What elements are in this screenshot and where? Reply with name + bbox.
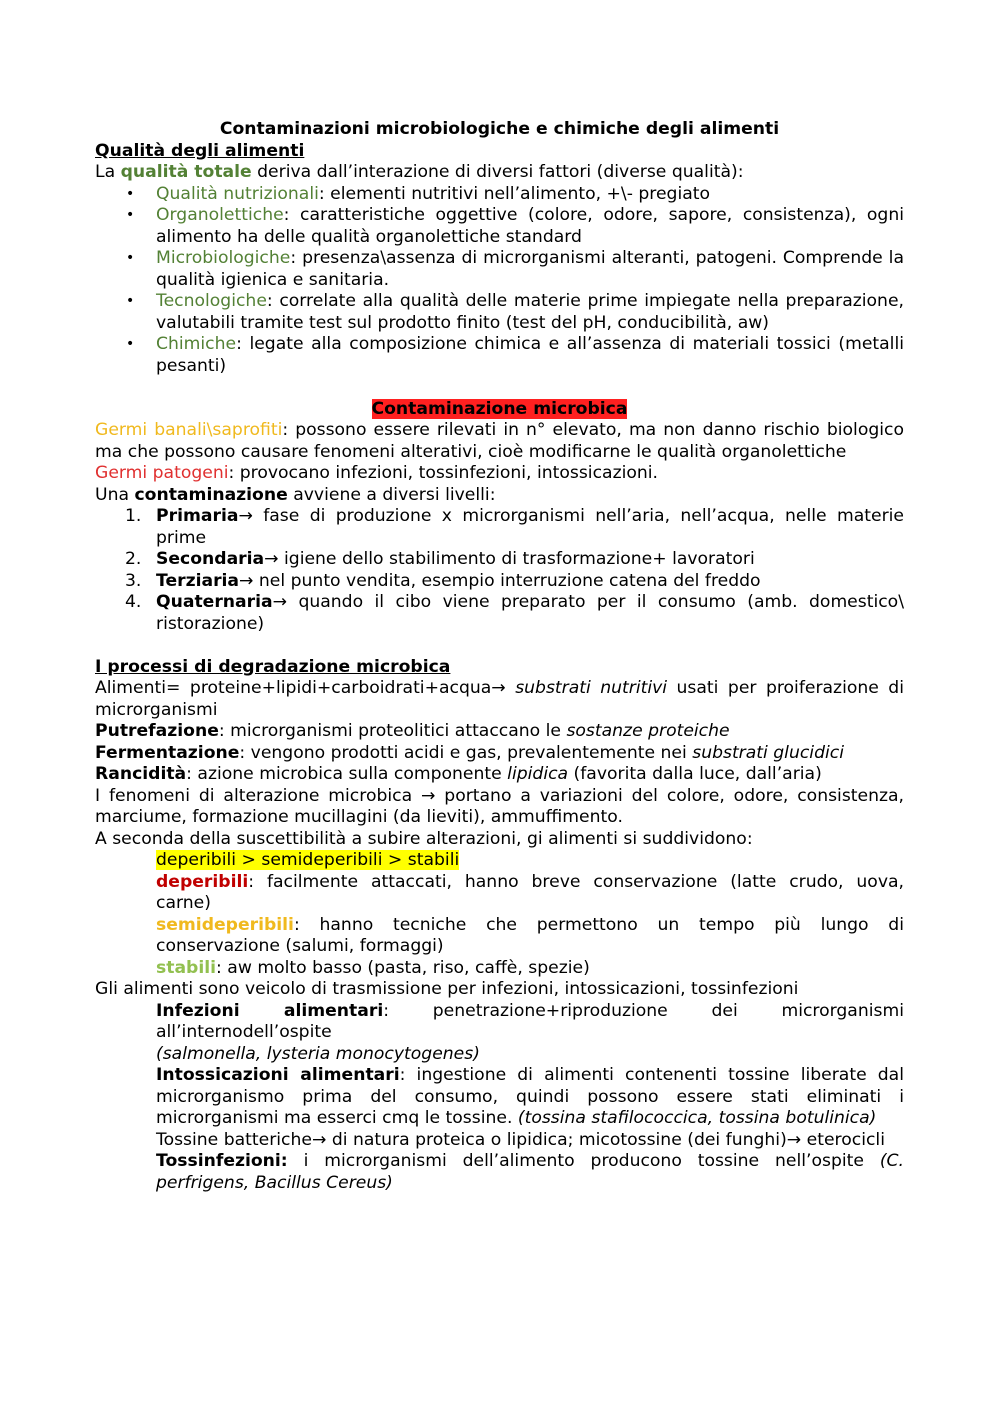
paragraph-text: : hanno tecniche che permettono un tempo più lungo di conservazione (salumi, formaggi) bbox=[156, 914, 904, 956]
alimenti-paragraph bbox=[95, 678, 904, 721]
paragraph-text: (favorita dalla luce, dall’aria) bbox=[568, 764, 822, 784]
suscettibilita-paragraph: A seconda della suscettibilità a subire alterazioni, gi alimenti si suddividono: bbox=[95, 828, 753, 849]
intro-pre: Una bbox=[95, 484, 135, 505]
veicolo-paragraph: Gli alimenti sono veicolo di trasmissione per infezioni, intossicazioni, tossinfezioni bbox=[95, 979, 799, 999]
tossinfezioni-paragraph bbox=[156, 1151, 904, 1194]
list-item bbox=[125, 549, 904, 571]
paragraph-text: : ingestione di alimenti contenenti tossine liberate dal microrganismo prima del consumo, quindi possono essere stati eliminati i microrganismi ma esserci cmq le tossine. bbox=[156, 1065, 904, 1128]
bullet-icon: • bbox=[126, 185, 135, 202]
item-text: → fase di produzione x microrganismi nell’aria, nell’acqua, nelle materie prime bbox=[156, 506, 904, 548]
paragraph-text: : microrganismi proteolitici attaccano le bbox=[218, 721, 567, 741]
intro-post: deriva dall’interazione di diversi fattori (diverse qualità): bbox=[251, 162, 744, 182]
item-text: : presenza\assenza di microrganismi alteranti, patogeni. Comprende la qualità igienica e sanitaria. bbox=[156, 248, 904, 290]
item-text: → quando il cibo viene preparato per il consumo (amb. domestico\ ristorazione) bbox=[156, 592, 904, 634]
item-text: → nel punto vendita, esempio interruzione catena del freddo bbox=[239, 570, 761, 591]
spacer bbox=[95, 635, 904, 657]
qualita-list bbox=[95, 184, 904, 378]
paragraph-text: : penetrazione+riproduzione dei microrganismi all’internodell’ospite bbox=[156, 1000, 904, 1042]
list-item bbox=[125, 506, 904, 549]
emphasis: (C. perfrigens, Bacillus Cereus) bbox=[156, 1151, 904, 1193]
emphasis: lipidica bbox=[507, 764, 569, 784]
intro-post: avviene a diversi livelli: bbox=[287, 484, 496, 505]
paragraph-text: : facilmente attaccati, hanno breve conservazione (latte crudo, uova, carne) bbox=[156, 871, 904, 913]
term-deperibili: deperibili bbox=[156, 871, 249, 892]
livelli-intro bbox=[95, 485, 904, 507]
section-heading-degradazione: I processi di degradazione microbica bbox=[95, 656, 451, 677]
term: Qualità nutrizionali bbox=[156, 183, 319, 204]
term-semideperibili: semideperibili bbox=[156, 914, 294, 935]
term: Rancidità bbox=[95, 764, 187, 784]
intro-pre: La bbox=[95, 162, 121, 182]
qualita-intro bbox=[95, 162, 904, 184]
fermentazione-paragraph bbox=[95, 743, 904, 765]
document-content bbox=[95, 119, 904, 1194]
malattie-block bbox=[95, 1001, 904, 1195]
paragraph-text: usati per proiferazione di microrganismi bbox=[95, 678, 904, 720]
infezioni-examples bbox=[156, 1044, 904, 1066]
paragraph-text: : possono essere rilevati in n° elevato, ma non danno rischio biologico ma che possono causare fenomeni alterativi, cioè modificarne le qualità organolettiche bbox=[95, 420, 904, 462]
term: Secondaria bbox=[156, 549, 265, 569]
bullet-icon: • bbox=[126, 293, 135, 309]
rancidita-paragraph bbox=[95, 764, 904, 786]
term-germi-banali: Germi banali\saprofiti bbox=[95, 420, 283, 440]
term: Fermentazione bbox=[95, 742, 240, 763]
fenomeni-paragraph: I fenomeni di alterazione microbica → portano a variazioni del colore, odore, consistenza, marciume, formazione mucillagini (da lieviti), ammuffimento. bbox=[95, 785, 904, 827]
term-germi-patogeni: Germi patogeni bbox=[95, 463, 229, 483]
item-text: : correlate alla qualità delle materie prime impiegate nella preparazione, valutabili tramite test sul prodotto finito (test del pH, conducibilità, aw) bbox=[156, 291, 904, 333]
term: Putrefazione bbox=[95, 721, 219, 741]
item-text: : elementi nutritivi nell’alimento, +\- pregiato bbox=[318, 183, 711, 204]
document-title: Contaminazioni microbiologiche e chimiche degli alimenti bbox=[219, 119, 780, 139]
list-item bbox=[126, 334, 904, 377]
bullet-icon: • bbox=[126, 250, 135, 266]
term: Tecnologiche bbox=[156, 291, 267, 311]
term: Terziaria bbox=[156, 570, 240, 591]
term-contaminazione: contaminazione bbox=[134, 484, 288, 505]
deperibili-line bbox=[156, 872, 904, 915]
list-item bbox=[126, 248, 904, 291]
item-number: 1. bbox=[125, 506, 142, 526]
livelli-list bbox=[95, 506, 904, 635]
stabili-line bbox=[156, 958, 904, 980]
paragraph-text: : azione microbica sulla componente bbox=[186, 764, 508, 784]
term: Intossicazioni alimentari bbox=[156, 1065, 400, 1085]
intossicazioni-paragraph bbox=[156, 1065, 904, 1130]
scala-line bbox=[156, 850, 904, 872]
term: Organolettiche bbox=[156, 205, 284, 225]
list-item bbox=[125, 570, 904, 593]
item-text: → igiene dello stabilimento di trasformazione+ lavoratori bbox=[264, 549, 755, 569]
paragraph-text: : vengono prodotti acidi e gas, prevalentemente nei bbox=[239, 742, 693, 763]
highlighted-heading: Contaminazione microbica bbox=[371, 398, 628, 419]
list-item bbox=[126, 205, 904, 248]
infezioni-paragraph bbox=[156, 1001, 904, 1044]
germi-patogeni-paragraph bbox=[95, 463, 904, 485]
list-item bbox=[126, 291, 904, 334]
item-number: 2. bbox=[125, 549, 142, 569]
section-heading-qualita: Qualità degli alimenti bbox=[95, 140, 305, 161]
list-item bbox=[125, 592, 904, 635]
list-item bbox=[126, 183, 904, 206]
bullet-icon: • bbox=[126, 336, 135, 352]
paragraph-text: : provocano infezioni, tossinfezioni, intossicazioni. bbox=[228, 463, 659, 483]
emphasis: (tossina stafilococcica, tossina botulinica) bbox=[517, 1108, 877, 1128]
germi-banali-paragraph bbox=[95, 420, 904, 463]
bullet-icon: • bbox=[126, 207, 135, 223]
term-qualita-totale: qualità totale bbox=[120, 162, 252, 182]
term: Tossinfezioni: bbox=[156, 1151, 288, 1171]
paragraph-text: : aw molto basso (pasta, riso, caffè, spezie) bbox=[216, 957, 590, 978]
paragraph-text: Alimenti= proteine+lipidi+carboidrati+acqua→ bbox=[95, 678, 516, 698]
term: Quaternaria bbox=[156, 592, 273, 612]
spacer bbox=[95, 377, 904, 399]
highlighted-scale: deperibili > semideperibili > stabili bbox=[156, 850, 460, 870]
item-number: 3. bbox=[125, 570, 142, 591]
section-heading-microbica bbox=[95, 399, 904, 421]
item-text: : legate alla composizione chimica e all’assenza di materiali tossici (metalli pesanti) bbox=[156, 334, 904, 376]
item-number: 4. bbox=[125, 592, 142, 612]
term: Infezioni alimentari bbox=[156, 1000, 384, 1021]
emphasis: substrati glucidici bbox=[692, 742, 844, 763]
emphasis: (salmonella, lysteria monocytogenes) bbox=[156, 1043, 480, 1064]
emphasis: sostanze proteiche bbox=[566, 721, 730, 741]
term: Chimiche bbox=[156, 334, 237, 354]
emphasis: substrati nutritivi bbox=[515, 678, 668, 698]
semideperibili-line bbox=[156, 915, 904, 958]
term: Primaria bbox=[156, 506, 239, 526]
term: Microbiologiche bbox=[156, 248, 291, 268]
term-stabili: stabili bbox=[156, 957, 217, 978]
tossine-paragraph: Tossine batteriche→ di natura proteica o lipidica; micotossine (dei funghi)→ eterocicli bbox=[156, 1129, 885, 1150]
putrefazione-paragraph bbox=[95, 721, 904, 743]
classificazione-block bbox=[95, 850, 904, 979]
item-text: : caratteristiche oggettive (colore, odore, sapore, consistenza), ogni alimento ha delle qualità organolettiche standard bbox=[156, 205, 904, 247]
paragraph-text: i microrganismi dell’alimento producono tossine nell’ospite bbox=[287, 1151, 880, 1171]
